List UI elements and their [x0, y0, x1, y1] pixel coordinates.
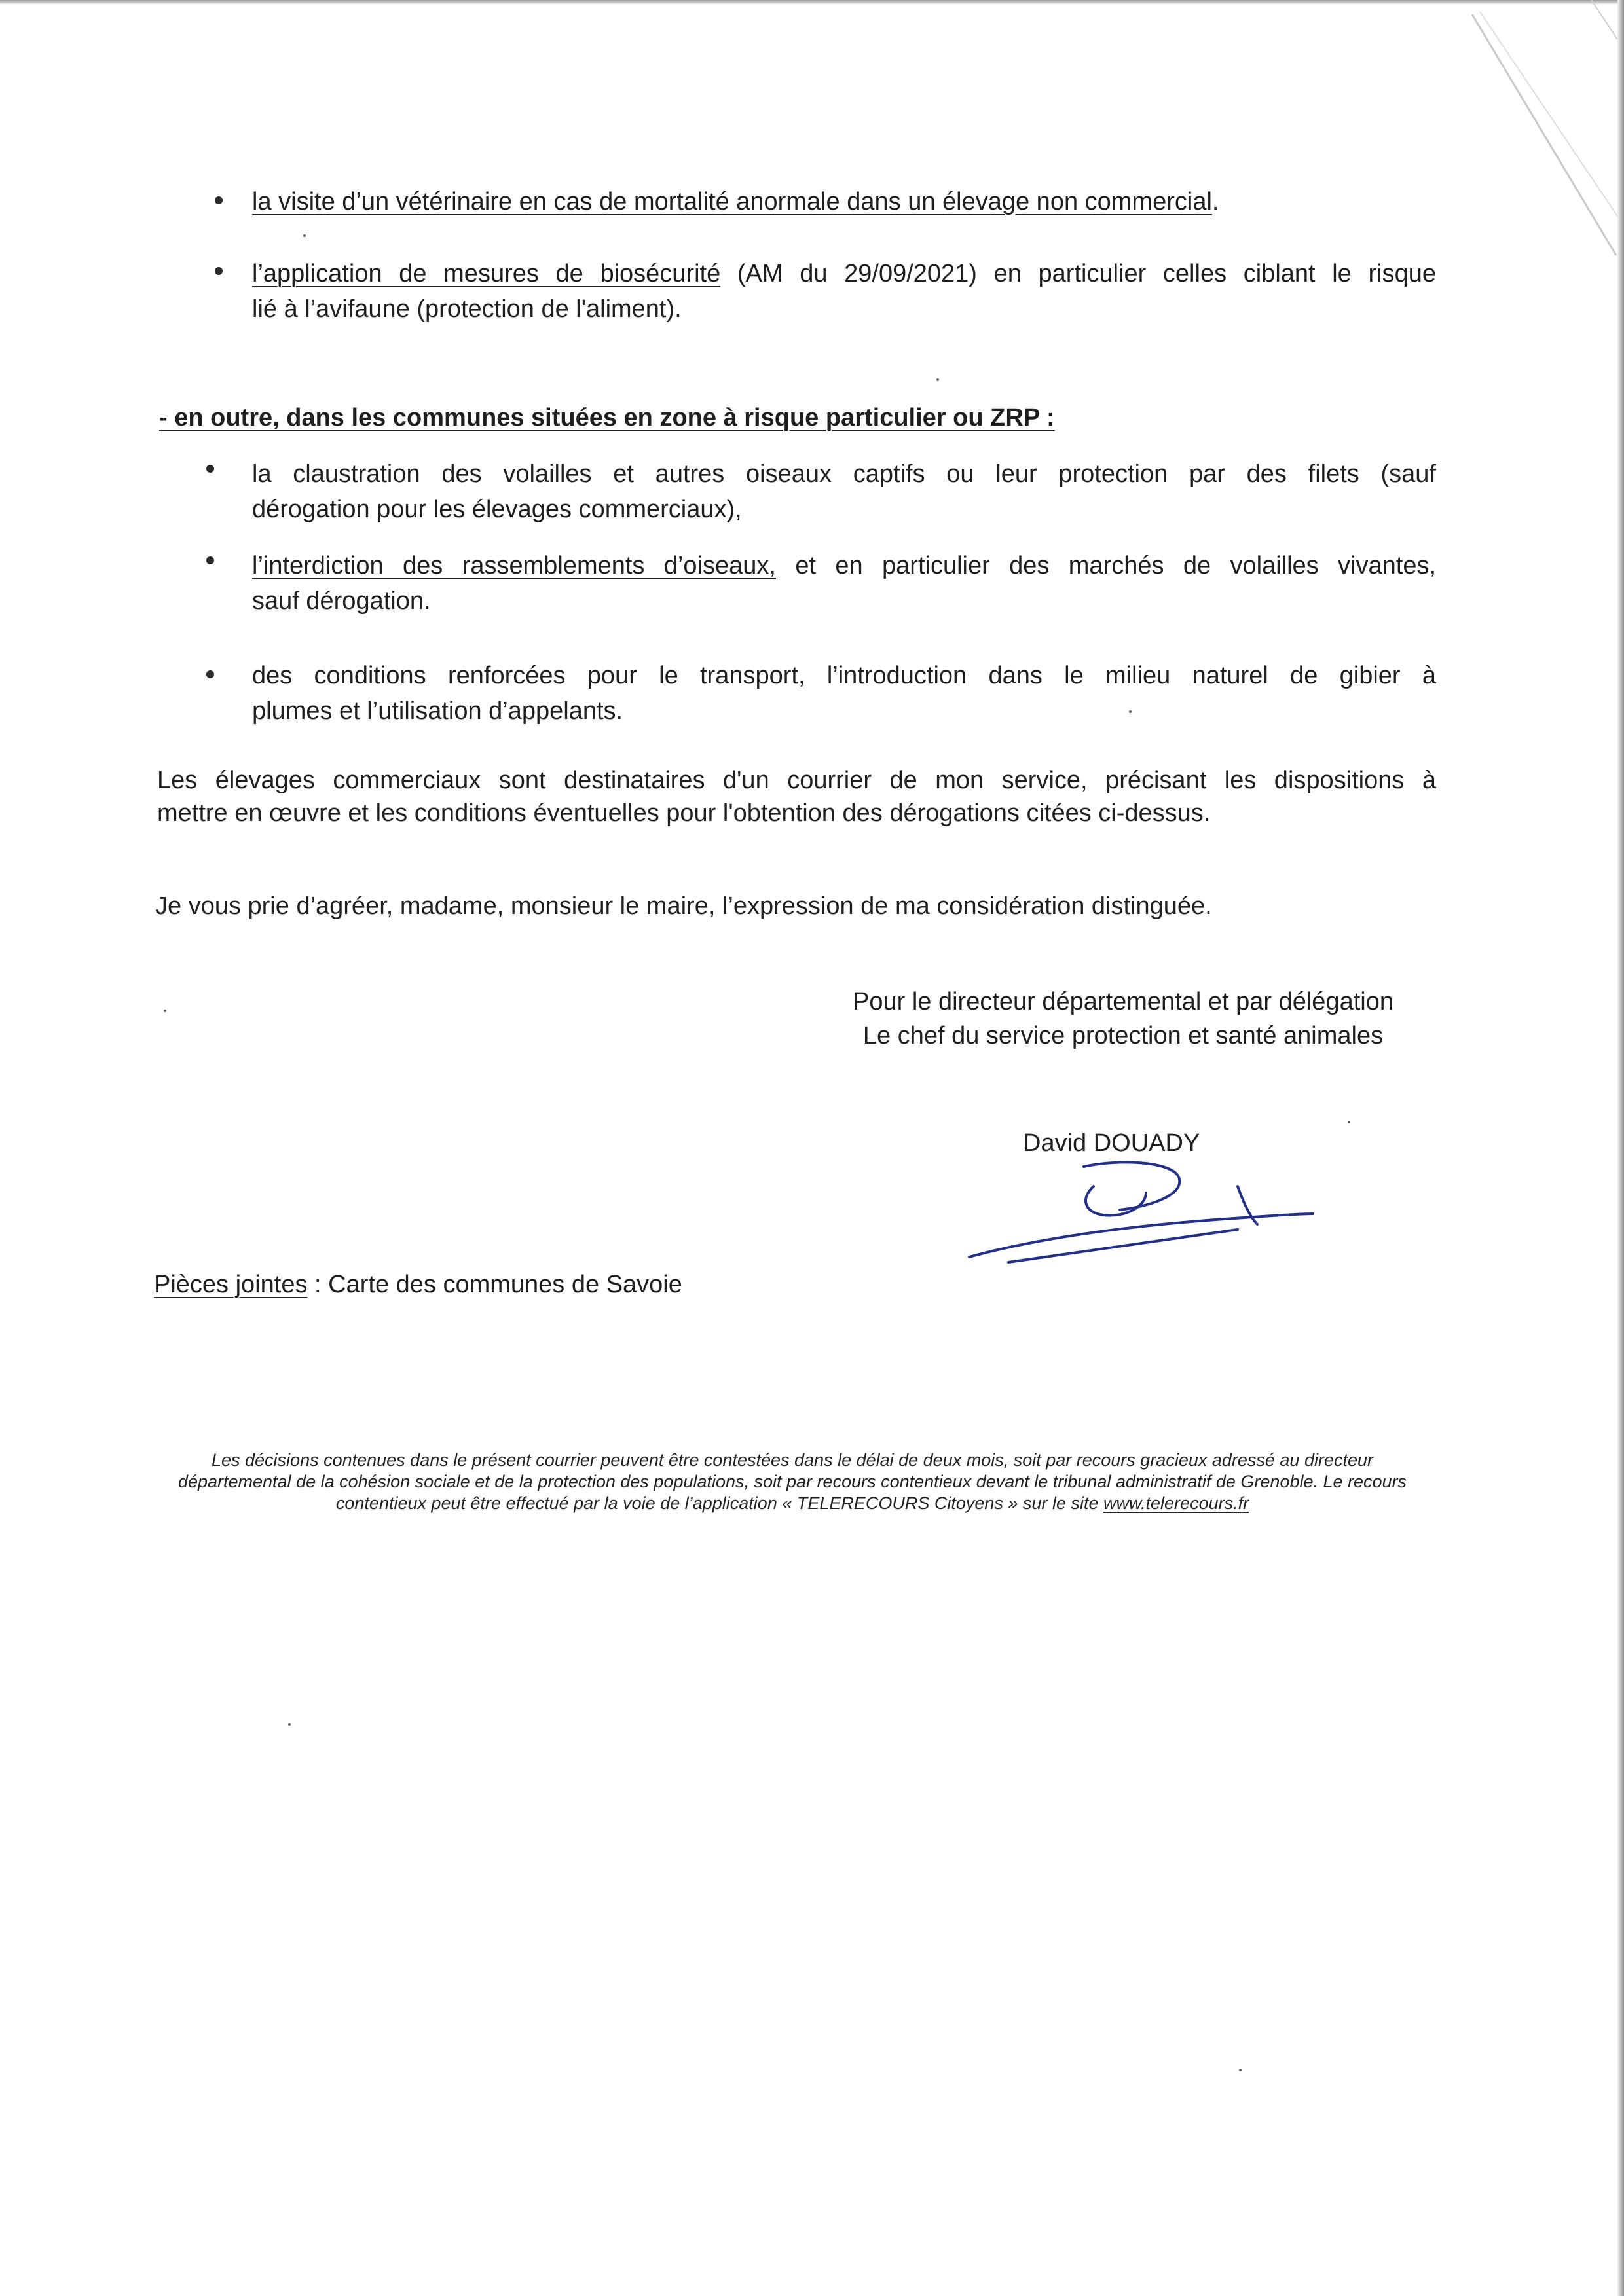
- legal-notice-line2: départemental de la cohésion sociale et de la protection des populations, soit par recours contentieux devant le tribunal administratif de Grenoble. Le recours: [177, 1472, 1407, 1491]
- signature-title-line2: Le chef du service protection et santé animales: [862, 1022, 1384, 1049]
- bullet-biosecurite-line1: [252, 257, 1436, 291]
- telerecours-link[interactable]: www.telerecours.fr: [1103, 1493, 1249, 1513]
- bullet-biosecurite-underlined: l’application de mesures de biosécurité: [252, 260, 721, 287]
- scan-top-edge: [0, 0, 1624, 4]
- bullet-veterinaire-rest: .: [1211, 188, 1219, 215]
- legal-notice-line1: Les décisions contenues dans le présent courrier peuvent être contestées dans le délai de deux mois, soit par recours gracieux adressé au directeur: [211, 1450, 1373, 1470]
- bullet-icon: [215, 267, 223, 275]
- signature-title: [786, 985, 1460, 1053]
- legal-notice: [111, 1449, 1473, 1514]
- bullet-conditions-line1: des conditions renforcées pour le transport, l’introduction dans le milieu naturel de gibier à: [252, 662, 1436, 689]
- scan-speck: [288, 1723, 291, 1726]
- scan-speck: [164, 1010, 166, 1012]
- handwritten-signature-icon: [963, 1152, 1329, 1270]
- bullet-claustration-line1: la claustration des volailles et autres oiseaux captifs ou leur protection par des filets (sauf: [252, 460, 1436, 488]
- attachments-line: [154, 1267, 682, 1302]
- bullet-icon: [215, 196, 223, 204]
- signature-title-line1: Pour le directeur départemental et par délégation: [853, 988, 1393, 1015]
- paragraph-elevages-line2: mettre en œuvre et les conditions éventuelles pour l'obtention des dérogations citées ci-dessus.: [157, 799, 1211, 827]
- attachments-separator: :: [307, 1271, 329, 1298]
- scan-speck: [303, 234, 306, 237]
- bullet-rassemblements-underlined: l’interdiction des rassemblements d’oiseaux,: [252, 552, 776, 579]
- folded-corner-icon: [1454, 0, 1624, 275]
- scan-speck: [936, 378, 939, 381]
- bullet-biosecurite-line2: lié à l’avifaune (protection de l'aliment).: [252, 295, 682, 323]
- scan-speck: [1348, 1121, 1350, 1123]
- signatory-name: David DOUADY: [1023, 1129, 1200, 1157]
- bullet-icon: [206, 465, 214, 473]
- paragraph-elevages-line1: Les élevages commerciaux sont destinataires d'un courrier de mon service, précisant les dispositions à: [157, 767, 1436, 794]
- bullet-rassemblements-rest: et en particulier des marchés de volailles vivantes,: [775, 552, 1437, 579]
- legal-notice-line3-text: contentieux peut être effectué par la voie de l’application « TELERECOURS Citoyens » sur le site: [335, 1493, 1104, 1513]
- scan-speck: [1239, 2069, 1242, 2071]
- bullet-biosecurite-rest: (AM du 29/09/2021) en particulier celles ciblant le risque: [720, 260, 1436, 287]
- bullet-veterinaire: [252, 185, 1219, 219]
- scan-speck: [1129, 710, 1132, 713]
- closing-formula: Je vous prie d’agréer, madame, monsieur le maire, l’expression de ma considération distinguée.: [155, 892, 1212, 920]
- bullet-conditions-line2: plumes et l’utilisation d’appelants.: [252, 697, 623, 725]
- zrp-heading: - en outre, dans les communes situées en zone à risque particulier ou ZRP :: [159, 404, 1055, 431]
- bullet-claustration-line2: dérogation pour les élevages commerciaux),: [252, 496, 742, 523]
- bullet-icon: [206, 670, 214, 678]
- bullet-icon: [206, 556, 214, 564]
- bullet-rassemblements-line2: sauf dérogation.: [252, 587, 431, 615]
- bullet-rassemblements-line1: [252, 549, 1436, 583]
- bullet-veterinaire-underlined: la visite d’un vétérinaire en cas de mortalité anormale dans un élevage non commercial: [252, 188, 1212, 215]
- attachments-label: Pièces jointes: [154, 1271, 308, 1298]
- legal-notice-line3: [111, 1493, 1473, 1514]
- scan-right-edge: [1617, 0, 1624, 2296]
- attachments-value: Carte des communes de Savoie: [328, 1271, 682, 1298]
